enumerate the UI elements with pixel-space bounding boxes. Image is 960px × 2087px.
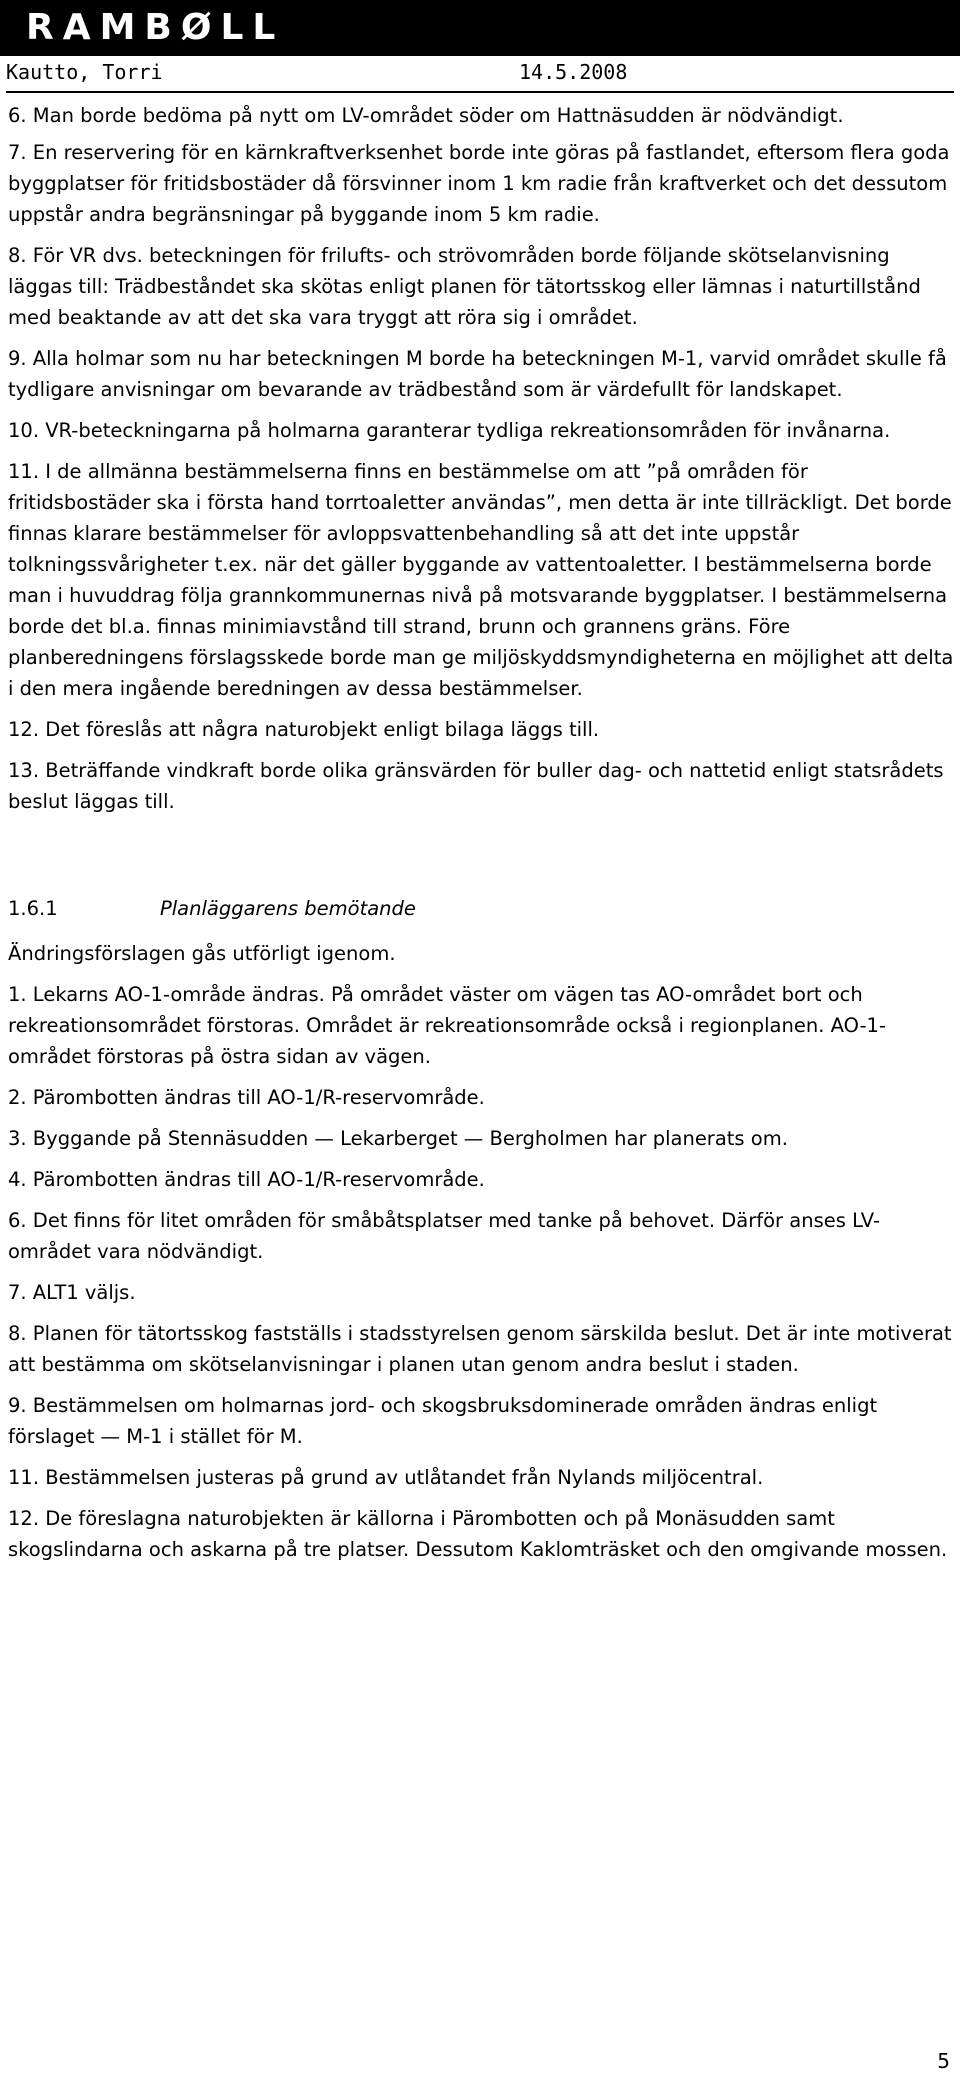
section-heading [8,893,954,924]
response-item-7: 7. ALT1 väljs. [8,1281,136,1304]
section-intro: Ändringsförslagen gås utförligt igenom. [8,942,396,965]
paragraph-item-7: 7. En reservering för en kärnkraftverksenhet borde inte göras på fastlandet, eftersom flera goda byggplatser för fritidsbostäder då försvinner inom 1 km radie från kraftverket och det dessutom uppstår andra begränsningar på byggande inom 5 km radie. [8,141,950,226]
response-item-3: 3. Byggande på Stennäsudden — Lekarberget — Bergholmen har planerats om. [8,1127,788,1150]
paragraph-item-10: 10. VR-beteckningarna på holmarna garanterar tydliga rekreationsområden för invånarna. [8,419,891,442]
section-title: Planläggarens bemötande [160,897,416,920]
page-number: 5 [937,2049,950,2073]
response-item-9: 9. Bestämmelsen om holmarnas jord- och skogsbruksdominerade områden ändras enligt förslaget — M-1 i stället för M. [8,1394,878,1448]
header-author: Kautto, Torri [6,60,163,84]
header-date: 14.5.2008 [519,60,628,84]
response-item-12: 12. De föreslagna naturobjekten är källorna i Pärombotten och på Monäsudden samt skogslindarna och askarna på tre platser. Dessutom Kaklomträsket och den omgivande mossen. [8,1507,948,1561]
response-item-1: 1. Lekarns AO-1-område ändras. På området väster om vägen tas AO-området bort och rekreationsområdet förstoras. Området är rekreationsområde också i regionplanen. AO-1-området förstoras på östra sidan av vägen. [8,983,886,1068]
section-spacer [8,827,954,893]
header-meta [6,56,956,88]
paragraph-item-11: 11. I de allmänna bestämmelserna finns en bestämmelse om att ”på områden för fritidsbostäder ska i första hand torrtoaletter användas”, men detta är inte tillräckligt. Det borde finnas klarare bestämmelser för avloppsvattenbehandling så att det inte uppstår tolkningssvårigheter t.ex. när det gäller byggande av vattentoaletter. I bestämmelserna borde man i huvuddrag följa grannkommunernas nivå på motsvarande byggplatser. I bestämmelserna borde det bl.a. finnas minimiavstånd till strand, brunn och grannens gräns. Före planberedningens förslagsskede borde man ge miljöskyddsmyndigheterna en möjlighet att delta i den mera ingående beredningen av dessa bestämmelser. [8,460,954,700]
paragraph-item-9: 9. Alla holmar som nu har beteckningen M borde ha beteckningen M-1, varvid området skulle få tydligare anvisningar om bevarande av trädbestånd som är värdefullt för landskapet. [8,347,947,401]
paragraph-item-13: 13. Beträffande vindkraft borde olika gränsvärden för buller dag- och nattetid enligt statsrådets beslut läggas till. [8,759,944,813]
document-body [8,100,954,1575]
response-item-11: 11. Bestämmelsen justeras på grund av utlåtandet från Nylands miljöcentral. [8,1466,764,1489]
response-item-6: 6. Det finns för litet områden för småbåtsplatser med tanke på behovet. Därför anses LV-området vara nödvändigt. [8,1209,881,1263]
response-item-8: 8. Planen för tätortsskog fastställs i stadsstyrelsen genom särskilda beslut. Det är inte motiverat att bestämma om skötselanvisningar i planen utan genom andra beslut i staden. [8,1322,952,1376]
paragraph-item-12: 12. Det föreslås att några naturobjekt enligt bilaga läggs till. [8,718,600,741]
response-item-2: 2. Pärombotten ändras till AO-1/R-reservområde. [8,1086,485,1109]
header-divider [6,91,954,93]
paragraph-item-8: 8. För VR dvs. beteckningen för frilufts- och strövområden borde följande skötselanvisning läggas till: Trädbeståndet ska skötas enligt planen för tätortsskog eller lämnas i naturtillstånd med beaktande av att det ska vara tryggt att röra sig i området. [8,244,921,329]
paragraph-item-6: 6. Man borde bedöma på nytt om LV-området söder om Hattnäsudden är nödvändigt. [8,104,844,127]
section-number: 1.6.1 [8,897,58,920]
response-item-4: 4. Pärombotten ändras till AO-1/R-reservområde. [8,1168,485,1191]
company-logo: RAMBØLL [26,7,285,48]
header-logo-bar [0,0,960,56]
